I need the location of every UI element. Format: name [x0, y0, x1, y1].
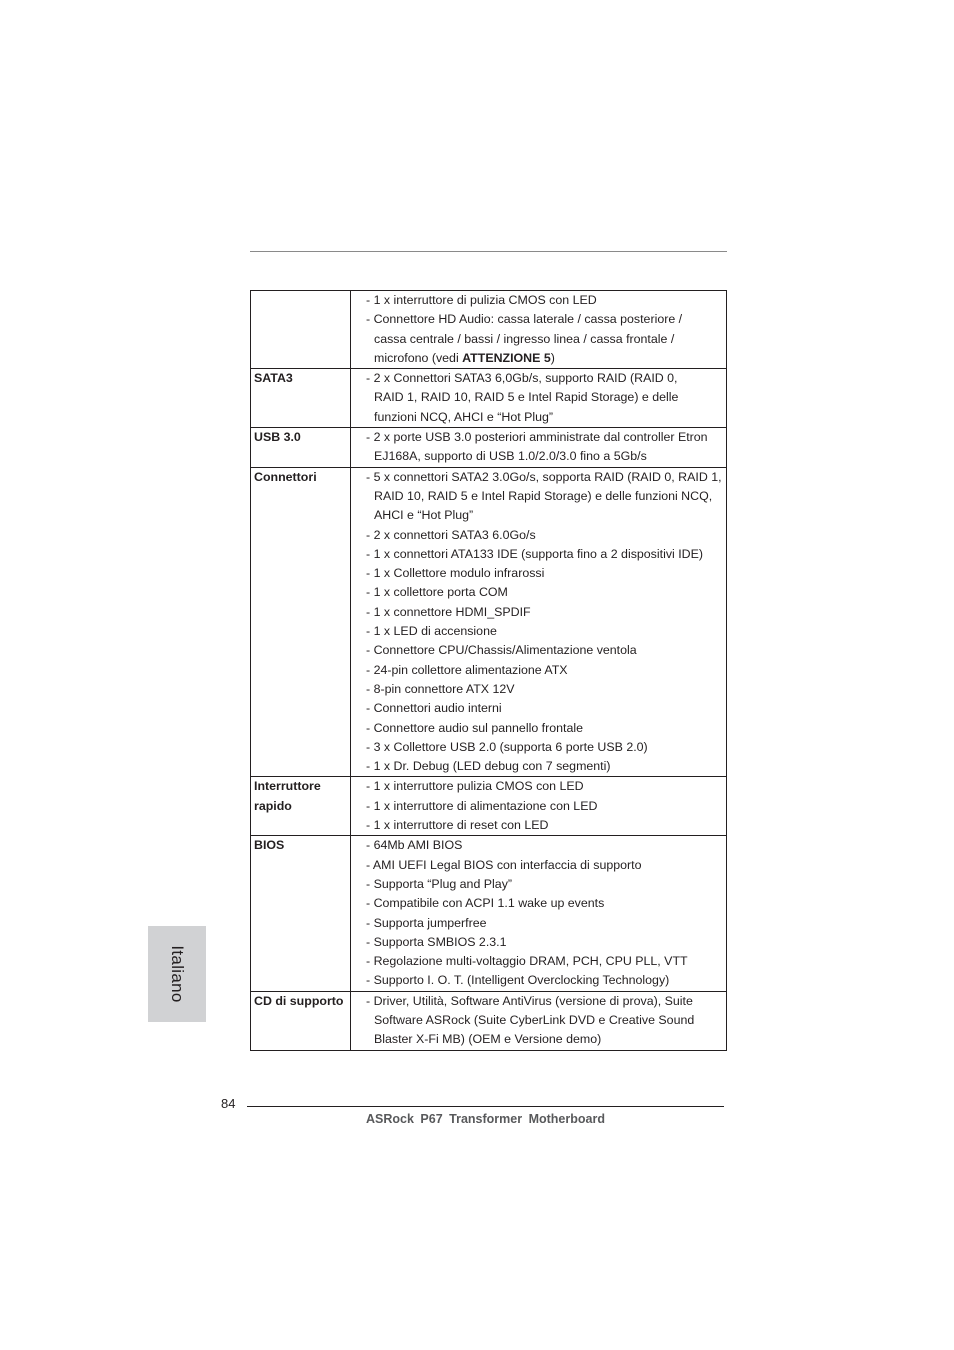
spec-line: - 1 x LED di accensione	[366, 624, 497, 639]
spec-line: - 3 x Collettore USB 2.0 (supporta 6 porte USB 2.0)	[366, 739, 648, 754]
spec-line: - Compatibile con ACPI 1.1 wake up events	[366, 896, 605, 911]
spec-row	[251, 836, 727, 991]
spec-line: cassa centrale / bassi / ingresso linea / cassa frontale /	[374, 331, 675, 346]
spec-line: AHCI e “Hot Plug”	[374, 508, 474, 523]
spec-table	[250, 290, 727, 1051]
language-side-tab	[148, 926, 206, 1022]
spec-row-label: CD di supporto	[251, 991, 351, 1050]
footer-rule	[247, 1106, 724, 1107]
spec-line: - 64Mb AMI BIOS	[366, 838, 463, 853]
spec-row-content	[351, 369, 727, 428]
language-side-tab-label: Italiano	[168, 945, 187, 1003]
spec-line-tail: )	[550, 350, 555, 365]
spec-line: - Connettori audio interni	[366, 701, 502, 716]
spec-row-content	[351, 467, 727, 777]
spec-line: - 1 x connettore HDMI_SPDIF	[366, 604, 531, 619]
spec-line: - 1 x interruttore di pulizia CMOS con LED	[366, 293, 597, 307]
spec-line	[366, 349, 726, 368]
spec-line: RAID 10, RAID 5 e Intel Rapid Storage) e delle funzioni NCQ,	[374, 488, 713, 503]
spec-row-content	[351, 836, 727, 991]
spec-line: - 24-pin collettore alimentazione ATX	[366, 662, 568, 677]
spec-line: - Supporta jumperfree	[366, 915, 487, 930]
spec-line: EJ168A, supporto di USB 1.0/2.0/3.0 fino a 5Gb/s	[374, 449, 647, 464]
spec-line-emphasis: ATTENZIONE 5	[462, 350, 551, 365]
spec-row-label: BIOS	[251, 836, 351, 991]
spec-line: Software ASRock (Suite CyberLink DVD e Creative Sound	[374, 1012, 695, 1027]
spec-row	[251, 428, 727, 468]
spec-line: funzioni NCQ, AHCI e “Hot Plug”	[374, 409, 554, 424]
spec-line: - Driver, Utilità, Software AntiVirus (versione di prova), Suite	[366, 993, 693, 1008]
spec-row	[251, 777, 727, 836]
spec-line: - 5 x connettori SATA2 3.0Go/s, sopporta RAID (RAID 0, RAID 1,	[366, 469, 722, 484]
spec-line: - 1 x connettori ATA133 IDE (supporta fino a 2 dispositivi IDE)	[366, 546, 703, 561]
spec-line: - Supporto I. O. T. (Intelligent Overclocking Technology)	[366, 973, 670, 988]
spec-line: - 8-pin connettore ATX 12V	[366, 681, 515, 696]
spec-row-label: SATA3	[251, 369, 351, 428]
spec-row-content	[351, 777, 727, 836]
spec-line: - 1 x interruttore di alimentazione con LED	[366, 798, 598, 813]
spec-row	[251, 369, 727, 428]
spec-line: RAID 1, RAID 10, RAID 5 e Intel Rapid Storage) e delle	[374, 390, 679, 405]
spec-line: - 2 x Connettori SATA3 6,0Gb/s, supporto RAID (RAID 0,	[366, 371, 678, 386]
spec-line: Blaster X-Fi MB) (OEM e Versione demo)	[374, 1032, 602, 1047]
spec-line: - Supporta “Plug and Play”	[366, 876, 513, 891]
spec-row-content	[351, 991, 727, 1050]
spec-row	[251, 467, 727, 777]
spec-line: - 1 x collettore porta COM	[366, 585, 508, 600]
spec-line: - Connettore CPU/Chassis/Alimentazione ventola	[366, 643, 637, 658]
spec-line: - 1 x interruttore di reset con LED	[366, 818, 549, 833]
spec-row-content	[351, 428, 727, 468]
spec-line: - 2 x porte USB 3.0 posteriori amministrate dal controller Etron	[366, 430, 708, 445]
spec-line: - Connettore HD Audio: cassa laterale / cassa posteriore /	[366, 312, 683, 327]
spec-row	[251, 291, 727, 369]
spec-line: - AMI UEFI Legal BIOS con interfaccia di supporto	[366, 857, 642, 872]
spec-line: - 2 x connettori SATA3 6.0Go/s	[366, 527, 536, 542]
spec-line: - Supporta SMBIOS 2.3.1	[366, 934, 507, 949]
spec-row	[251, 991, 727, 1050]
footer-title: ASRock P67 Transformer Motherboard	[366, 1112, 605, 1126]
spec-line: - 1 x Dr. Debug (LED debug con 7 segmenti)	[366, 759, 611, 774]
spec-line-text: microfono (vedi	[374, 350, 463, 365]
spec-line: - 1 x Collettore modulo infrarossi	[366, 566, 545, 581]
spec-row-label: USB 3.0	[251, 428, 351, 468]
spec-line: - Connettore audio sul pannello frontale	[366, 720, 583, 735]
top-rule	[250, 251, 727, 252]
spec-line: - Regolazione multi-voltaggio DRAM, PCH, CPU PLL, VTT	[366, 954, 688, 969]
spec-table-body	[251, 291, 727, 1051]
spec-row-label	[251, 291, 351, 369]
spec-row-label: Interruttore rapido	[251, 777, 351, 836]
spec-row-label: Connettori	[251, 467, 351, 777]
spec-line: - 1 x interruttore pulizia CMOS con LED	[366, 779, 584, 794]
spec-row-content	[351, 291, 727, 369]
page-number: 84	[221, 1096, 236, 1111]
